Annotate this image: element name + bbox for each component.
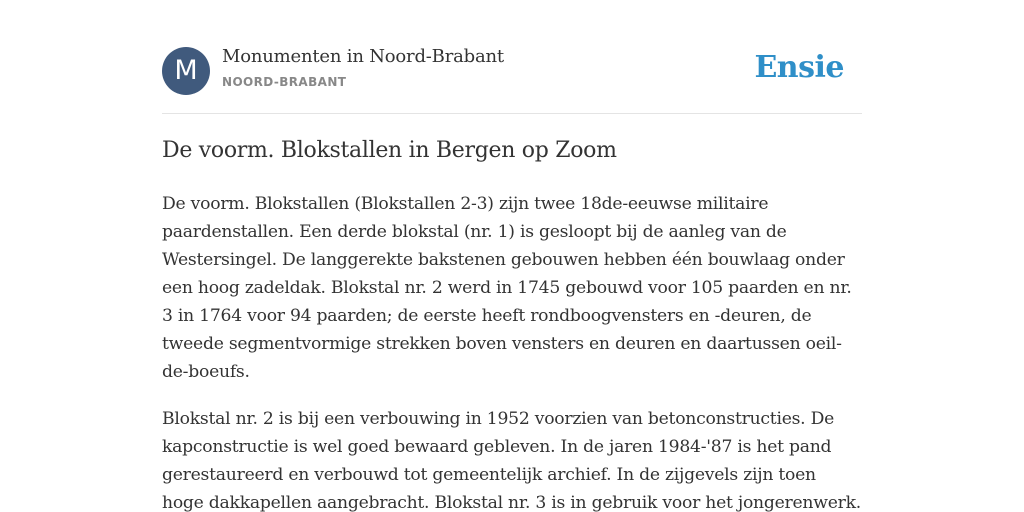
source-title[interactable]: Monumenten in Noord-Brabant (222, 46, 504, 67)
paragraph-1 (162, 190, 862, 386)
text-line: tweede segmentvormige strekken boven vensters en deuren en daartussen oeil- (162, 334, 842, 354)
article-title: De voorm. Blokstallen in Bergen op Zoom (162, 138, 617, 163)
text-line: hoge dakkapellen aangebracht. Blokstal nr. 3 is in gebruik voor het jongerenwerk. (162, 493, 861, 512)
text-line: De voorm. Blokstallen (Blokstallen 2-3) zijn twee 18de-eeuwse militaire (162, 194, 769, 214)
text-line: 3 in 1764 voor 94 paarden; de eerste heeft rondboogvensters en -deuren, de (162, 306, 812, 326)
header (162, 46, 862, 96)
text-line: kapconstructie is wel goed bewaard gebleven. In de jaren 1984-'87 is het pand (162, 437, 832, 457)
text-line: een hoog zadeldak. Blokstal nr. 2 werd in 1745 gebouwd voor 105 paarden en nr. (162, 278, 852, 298)
text-line: paardenstallen. Een derde blokstal (nr. 1) is gesloopt bij de aanleg van de (162, 222, 787, 242)
brand-logo[interactable]: Ensie (754, 50, 844, 85)
paragraph-2 (162, 405, 862, 512)
text-line: Westersingel. De langgerekte bakstenen gebouwen hebben één bouwlaag onder (162, 250, 845, 270)
avatar[interactable]: M (162, 47, 210, 95)
text-line: de-boeufs. (162, 362, 250, 382)
text-line: gerestaureerd en verbouwd tot gemeentelijk archief. In de zijgevels zijn toen (162, 465, 816, 485)
source-subtitle[interactable]: NOORD-BRABANT (222, 75, 347, 89)
article-body (162, 190, 862, 512)
divider (162, 113, 862, 114)
text-line: Blokstal nr. 2 is bij een verbouwing in 1952 voorzien van betonconstructies. De (162, 409, 835, 429)
